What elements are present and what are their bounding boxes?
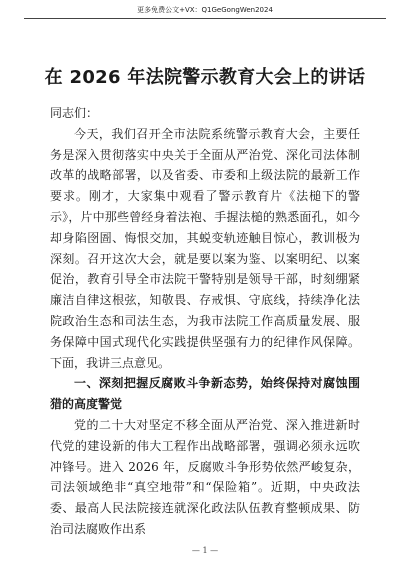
section-heading: 一、深刻把握反腐败斗争新态势，始终保持对腐蚀围猎的高度警觉 (50, 376, 360, 412)
paragraph: 党的二十大对坚定不移全面从严治党、深入推进新时代党的建设新的伟大工程作出战略部署，强调必须永远吹冲锋号。进入 2026 年，反腐败斗争形势依然严峻复杂，司法领域绝非“真空地带”和“保险箱”。近期，中央政法委、最高人民法院接连就深化政法队伍教育整顿成果、防治司法腐败作出系 (50, 417, 360, 536)
document-title: 在 2026 年法院警示教育大会上的讲话 (44, 67, 366, 88)
header-note: 更多免费公文+VX：Q1GeGongWen2024 (137, 6, 273, 14)
document-body (50, 103, 360, 540)
header-divider (24, 18, 386, 19)
paragraph: 今天，我们召开全市法院系统警示教育大会，主要任务是深入贯彻落实中央关于全面从严治党、深化司法体制改革的战略部署，以及省委、市委和上级法院的最新工作要求。刚才，大家集中观看了警示教育片《法槌下的警示》，片中那些曾经身着法袍、手握法槌的熟悉面孔，如今却身陷囹圄、悔恨交加，其蜕变轨迹触目惊心，教训极为深刻。召开这次大会，就是要以案为鉴、以案明纪、以案促治，教育引导全市法院干警特别是领导干部，时刻绷紧廉洁自律这根弦，知敬畏、存戒惧、守底线，持续净化法院政治生态和司法生态，为我市法院工作高质量发展、服务保障中国式现代化实践提供坚强有力的纪律作风保障。下面，我讲三点意见。 (50, 126, 360, 370)
salutation: 同志们： (50, 106, 99, 120)
page-number: — 1 — (191, 546, 219, 555)
